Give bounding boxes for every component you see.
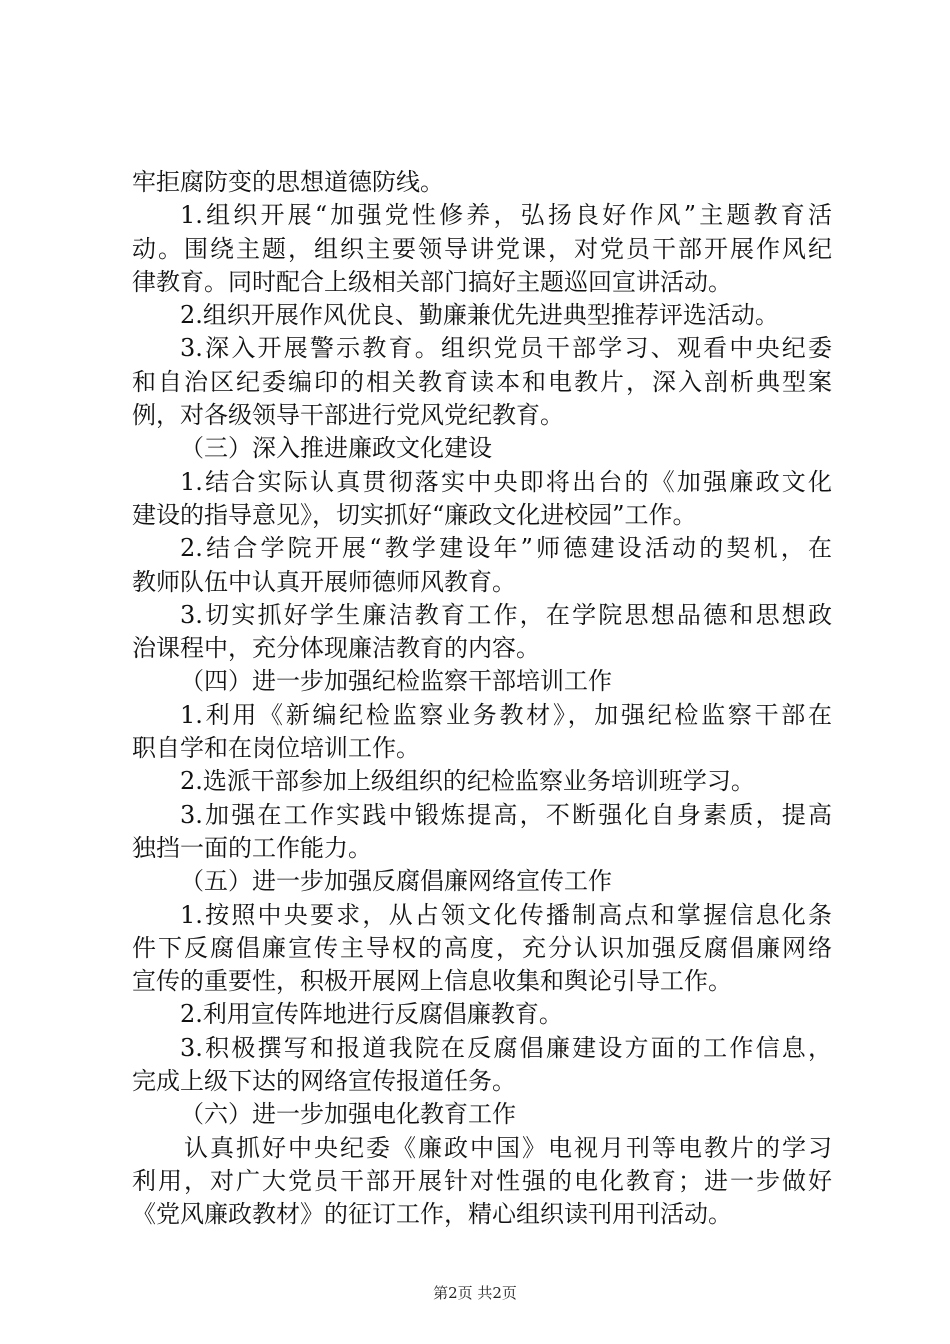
text-line: 治课程中，充分体现廉洁教育的内容。 bbox=[132, 634, 540, 663]
text-line: 1.结合实际认真贯彻落实中央即将出台的《加强廉政文化 bbox=[180, 467, 832, 496]
text-line: 1.利用《新编纪检监察业务教材》，加强纪检监察干部在 bbox=[180, 700, 832, 729]
text-line: 完成上级下达的网络宣传报道任务。 bbox=[132, 1067, 516, 1096]
text-line: 3.切实抓好学生廉洁教育工作，在学院思想品德和思想政 bbox=[180, 600, 832, 629]
section-heading: （四）进一步加强纪检监察干部培训工作 bbox=[180, 667, 612, 696]
text-line: 宣传的重要性，积极开展网上信息收集和舆论引导工作。 bbox=[132, 967, 732, 996]
text-line: 3.深入开展警示教育。组织党员干部学习、观看中央纪委 bbox=[180, 334, 832, 363]
text-line: 2.结合学院开展“教学建设年”师德建设活动的契机，在 bbox=[180, 534, 832, 563]
section-heading: （三）深入推进廉政文化建设 bbox=[180, 434, 492, 463]
text-line: 2.利用宣传阵地进行反腐倡廉教育。 bbox=[180, 1000, 563, 1029]
text-line: 利用，对广大党员干部开展针对性强的电化教育；进一步做好 bbox=[132, 1166, 832, 1195]
text-line: 件下反腐倡廉宣传主导权的高度，充分认识加强反腐倡廉网络 bbox=[132, 933, 832, 962]
text-line: 和自治区纪委编印的相关教育读本和电教片，深入剖析典型案 bbox=[132, 367, 832, 396]
text-line: 《党风廉政教材》的征订工作，精心组织读刊用刊活动。 bbox=[132, 1200, 732, 1229]
text-line: 独挡一面的工作能力。 bbox=[132, 833, 372, 862]
text-line: 2.选派干部参加上级组织的纪检监察业务培训班学习。 bbox=[180, 767, 755, 796]
text-line: 动。围绕主题，组织主要领导讲党课，对党员干部开展作风纪 bbox=[132, 234, 832, 263]
text-line: 1.组织开展“加强党性修养，弘扬良好作风”主题教育活 bbox=[180, 201, 832, 230]
page-number-footer: 第2页 共2页 bbox=[433, 1284, 517, 1302]
text-line: 建设的指导意见》，切实抓好“廉政文化进校园”工作。 bbox=[132, 500, 697, 529]
text-line: 2.组织开展作风优良、勤廉兼优先进典型推荐评选活动。 bbox=[180, 301, 779, 330]
text-line: 3.积极撰写和报道我院在反腐倡廉建设方面的工作信息， bbox=[180, 1033, 832, 1062]
document-body bbox=[132, 166, 832, 1232]
section-heading: （五）进一步加强反腐倡廉网络宣传工作 bbox=[180, 867, 612, 896]
section-heading: （六）进一步加强电化教育工作 bbox=[180, 1100, 516, 1129]
text-line: 律教育。同时配合上级相关部门搞好主题巡回宣讲活动。 bbox=[132, 267, 732, 296]
text-line: 职自学和在岗位培训工作。 bbox=[132, 734, 420, 763]
text-line: 3.加强在工作实践中锻炼提高，不断强化自身素质，提高 bbox=[180, 800, 832, 829]
text-line: 例，对各级领导干部进行党风党纪教育。 bbox=[132, 401, 564, 430]
text-line: 牢拒腐防变的思想道德防线。 bbox=[132, 168, 444, 196]
text-line: 认真抓好中央纪委《廉政中国》电视月刊等电教片的学习 bbox=[184, 1133, 832, 1162]
text-line: 教师队伍中认真开展师德师风教育。 bbox=[132, 567, 516, 596]
text-line: 1.按照中央要求，从占领文化传播制高点和掌握信息化条 bbox=[180, 900, 832, 929]
